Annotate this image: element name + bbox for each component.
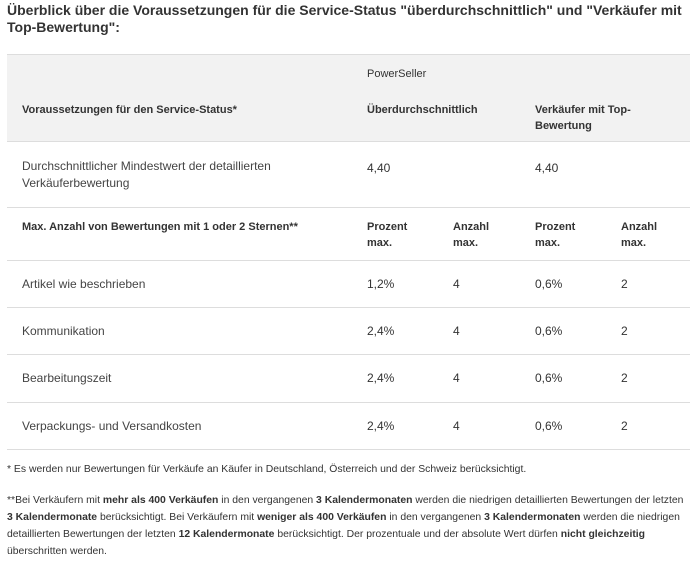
requirements-header: Voraussetzungen für den Service-Status* (22, 104, 237, 116)
row-count-1: 4 (453, 324, 460, 338)
page-title: Überblick über die Voraussetzungen für die Service-Status "überdurchschnittlich" und "Verkäufer mit Top-Bewertung": (7, 2, 682, 35)
min-rating-row (7, 142, 690, 208)
row-count-1: 4 (453, 371, 460, 385)
min-rating-col1: 4,40 (367, 161, 391, 175)
min-rating-col2: 4,40 (535, 161, 559, 175)
table-header-band (7, 54, 690, 142)
row-percent-2: 0,6% (535, 419, 563, 433)
table-row (7, 308, 690, 355)
footnote-single-star: * Es werden nur Bewertungen für Verkäufe an Käufer in Deutschland, Österreich und der Schweiz berücksichtigt. (7, 464, 527, 475)
row-count-2: 2 (621, 371, 628, 385)
percent-max-header-1: Prozent max. (367, 221, 408, 249)
footnote-bold: 3 Kalendermonaten (484, 512, 581, 523)
powerseller-header: PowerSeller (367, 68, 427, 80)
footnote-text: werden die niedrigen detaillierten Bewertungen der letzten (412, 495, 684, 506)
group-header-row (7, 55, 690, 89)
footnote-bold: 3 Kalendermonate (7, 512, 98, 523)
min-rating-label: Durchschnittlicher Mindestwert der detaillierten Verkäuferbewertung (22, 159, 271, 190)
requirements-table (7, 54, 690, 450)
table-row (7, 403, 690, 450)
row-count-1: 4 (453, 419, 460, 433)
row-percent-1: 1,2% (367, 277, 395, 291)
footnote-text: in den vergangenen (386, 512, 485, 523)
row-percent-1: 2,4% (367, 371, 395, 385)
footnote-text: überschritten werden. (7, 546, 107, 557)
row-percent-2: 0,6% (535, 277, 563, 291)
footnote-text: berücksichtigt. Der prozentuale und der absolute Wert dürfen (274, 529, 561, 540)
footnote-bold: 3 Kalendermonaten (316, 495, 413, 506)
max-ratings-header: Max. Anzahl von Bewertungen mit 1 oder 2 Sternen** (22, 221, 298, 233)
row-label: Artikel wie beschrieben (22, 277, 146, 291)
row-count-1: 4 (453, 277, 460, 291)
footnote-text: **Bei Verkäufern mit (7, 495, 103, 506)
column-header-row (7, 89, 690, 142)
row-label: Bearbeitungszeit (22, 371, 112, 385)
col-top-rated-header: Verkäufer mit Top-Bewertung (535, 104, 631, 132)
table-row (7, 261, 690, 308)
footnote-bold: nicht gleichzeitig (560, 529, 646, 540)
row-percent-1: 2,4% (367, 419, 395, 433)
footnote-bold: weniger als 400 Verkäufen (257, 512, 387, 523)
col-above-average-header: Überdurchschnittlich (367, 104, 478, 116)
row-count-2: 2 (621, 419, 628, 433)
footnote-bold: mehr als 400 Verkäufen (102, 495, 219, 506)
table-row (7, 355, 690, 403)
footnote-bold: 12 Kalendermonate (178, 529, 275, 540)
count-max-header-1: Anzahl max. (453, 221, 490, 249)
row-label: Verpackungs- und Versandkosten (22, 419, 202, 433)
footnote-text: berücksichtigt. Bei Verkäufern mit (97, 512, 258, 523)
percent-max-header-2: Prozent max. (535, 221, 576, 249)
row-percent-2: 0,6% (535, 324, 563, 338)
row-count-2: 2 (621, 324, 628, 338)
row-percent-2: 0,6% (535, 371, 563, 385)
row-count-2: 2 (621, 277, 628, 291)
count-max-header-2: Anzahl max. (621, 221, 658, 249)
footnote-double-star (7, 492, 687, 560)
row-label: Kommunikation (22, 324, 105, 338)
max-ratings-header-row (7, 208, 690, 261)
footnote-text: in den vergangenen (218, 495, 317, 506)
row-percent-1: 2,4% (367, 324, 395, 338)
footnote-text: werden die niedrigen detaillierten Bewertungen der letzten (7, 512, 680, 540)
